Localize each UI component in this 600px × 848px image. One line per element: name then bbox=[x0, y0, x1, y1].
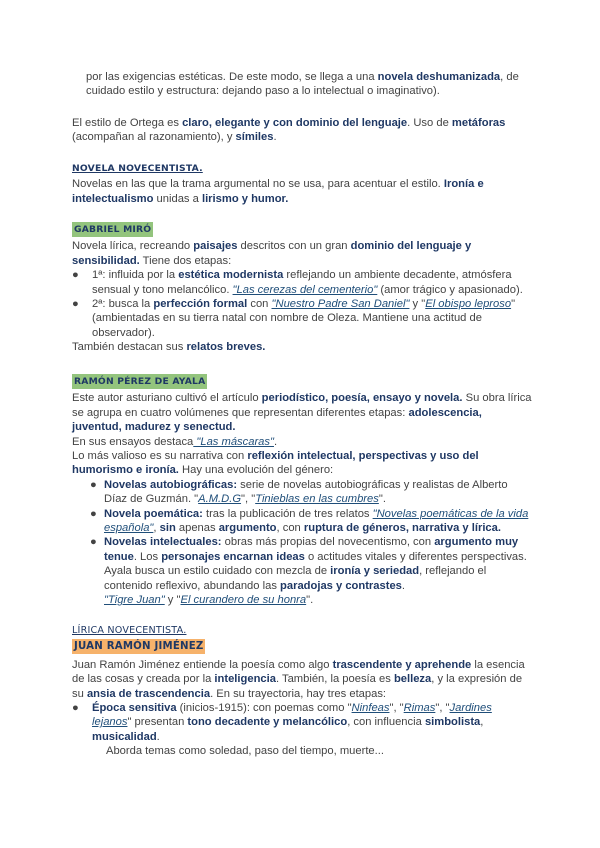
list-item: ● Novela poemática: tras la publicación de tres relatos "Novelas poemáticas de la vida española", sin apenas argumento, con ruptura de géneros, narrativa y lírica. bbox=[90, 507, 529, 535]
book-link[interactable]: El curandero de su honra bbox=[180, 594, 307, 607]
list-item-continuation: Aborda temas como soledad, paso del tiempo, muerte... bbox=[106, 745, 384, 758]
bullet-icon: ● bbox=[72, 702, 79, 715]
bullet-icon: ● bbox=[90, 536, 97, 549]
book-link[interactable]: "Tigre Juan" bbox=[104, 594, 165, 607]
book-link[interactable]: El obispo leproso bbox=[425, 298, 512, 311]
book-link[interactable]: Rimas bbox=[403, 702, 436, 715]
bullet-icon: ● bbox=[90, 507, 97, 520]
book-link[interactable]: "Nuestro Padre San Daniel" bbox=[271, 298, 410, 311]
bullet-icon: ● bbox=[72, 298, 79, 311]
section-heading-lirica: LÍRICA NOVECENTISTA. bbox=[72, 625, 187, 636]
lirica-section: LÍRICA NOVECENTISTA. JUAN RAMÓN JIMÉNEZ Juan Ramón Jiménez entiende la poesía como algo trascendente y aprehende la esencia de las cosas y creada por la inteligencia. También, la poesía es belleza, y la expresión de su ansia de trascendencia. En su trayectoria, hay tres etapas: ● Época sensitiva (inicios-1915): con poemas como "Ninfeas", "Rimas", "Jardines lejanos" presentan tono decadente y melancólico, con influencia simbolista, musicalidad. Aborda temas como soledad, paso del tiempo, muerte... bbox=[72, 624, 532, 759]
bullet-icon: ● bbox=[72, 269, 79, 282]
book-link[interactable]: Tinieblas en las cumbres bbox=[255, 493, 379, 506]
list-item: ● Época sensitiva (inicios-1915): con poemas como "Ninfeas", "Rimas", "Jardines lejanos" presentan tono decadente y melancólico, con influencia simbolista, musicalidad. Aborda temas como soledad, paso del tiempo, muerte... bbox=[72, 701, 532, 759]
list-item: ● 2ª: busca la perfección formal con "Nuestro Padre San Daniel" y "El obispo leproso" (ambientadas en su tierra natal con nombre de Oleza. Mantiene una actitud de observador). bbox=[72, 298, 516, 339]
novela-section: NOVELA NOVECENTISTA. Novelas en las que la trama argumental no se usa, para acentuar el estilo. Ironía e intelectualismo unidas a lirismo y humor. bbox=[72, 162, 532, 206]
section-heading-miro: GABRIEL MIRÓ bbox=[74, 224, 152, 235]
book-link[interactable]: Jardines lejanos bbox=[92, 702, 492, 729]
list-item: ● Novelas autobiográficas: serie de novelas autobiográficas y realistas de Alberto Díaz de Guzmán. "A.M.D.G", "Tinieblas en las cumbres". bbox=[90, 478, 508, 506]
section-heading-ayala: RAMÓN PÉREZ DE AYALA bbox=[74, 376, 206, 387]
book-link[interactable]: A.M.D.G bbox=[198, 493, 242, 506]
section-heading-jrj: JUAN RAMÓN JIMÉNEZ bbox=[74, 641, 204, 653]
miro-section: GABRIEL MIRÓ Novela lírica, recreando paisajes descritos con un gran dominio del lenguaje y sensibilidad. Tiene dos etapas: ● 1ª: influida por la estética modernista reflejando un ambiente decadente, atmósfera sensual y tono melancólico. "Las cerezas del cementerio" (amor trágico y apasionado). ● 2ª: busca la perfección formal con "Nuestro Padre San Daniel" y "El obispo leproso" (ambientadas en su tierra natal con nombre de Oleza. Mantiene una actitud de observador). También destacan sus relatos breves. bbox=[72, 222, 532, 355]
section-heading-novela: NOVELA NOVECENTISTA. bbox=[72, 163, 203, 174]
ayala-section: RAMÓN PÉREZ DE AYALA Este autor asturiano cultivó el artículo periodístico, poesía, ensayo y novela. Su obra lírica se agrupa en cuatro volúmenes que representan diferentes etapas: adolescencia, juventud, madurez y senectud. En sus ensayos destaca "Las máscaras". Lo más valioso es su narrativa con reflexión intelectual, perspectivas y uso del humorismo e ironía. Hay una evolución del género: ● Novelas autobiográficas: serie de novelas autobiográficas y realistas de Alberto Díaz de Guzmán. "A.M.D.G", "Tinieblas en las cumbres". ● Novela poemática: tras la publicación de tres relatos "Novelas poemáticas de la vida española", sin apenas argumento, con ruptura de géneros, narrativa y lírica. ● Novelas intelectuales: obras más propias del novecentismo, con argumento muy tenue. Los personajes encarnan ideas o actitudes vitales y diferentes perspectivas. Ayala busca un estilo cuidado con mezcla de ironía y seriedad, reflejando el contenido reflexivo, abundando las paradojas y contrastes. "Tigre Juan" y "El curandero de su honra". bbox=[72, 376, 532, 607]
book-link[interactable]: "Las cerezas del cementerio" bbox=[232, 283, 378, 296]
intro-paragraph: por las exigencias estéticas. De este modo, se llega a una novela deshumanizada, de cuidado estilo y estructura: dejando paso a lo intelectual o imaginativo). bbox=[86, 71, 519, 98]
ortega-paragraph: El estilo de Ortega es claro, elegante y con dominio del lenguaje. Uso de metáforas (acompañan al razonamiento), y símiles. bbox=[72, 117, 506, 144]
book-link[interactable]: Ninfeas bbox=[351, 702, 390, 715]
bullet-icon: ● bbox=[90, 478, 97, 491]
list-item: ● 1ª: influida por la estética modernista reflejando un ambiente decadente, atmósfera sensual y tono melancólico. "Las cerezas del cementerio" (amor trágico y apasionado). bbox=[72, 269, 523, 296]
list-item: ● Novelas intelectuales: obras más propias del novecentismo, con argumento muy tenue. Los personajes encarnan ideas o actitudes vitales y diferentes perspectivas. Ayala busca un estilo cuidado con mezcla de ironía y seriedad, reflejando el contenido reflexivo, abundando las paradojas y contrastes. "Tigre Juan" y "El curandero de su honra". bbox=[90, 536, 527, 607]
book-link[interactable]: "Novelas poemáticas de la vida española" bbox=[104, 507, 529, 535]
book-link[interactable]: "Las máscaras" bbox=[193, 435, 274, 448]
